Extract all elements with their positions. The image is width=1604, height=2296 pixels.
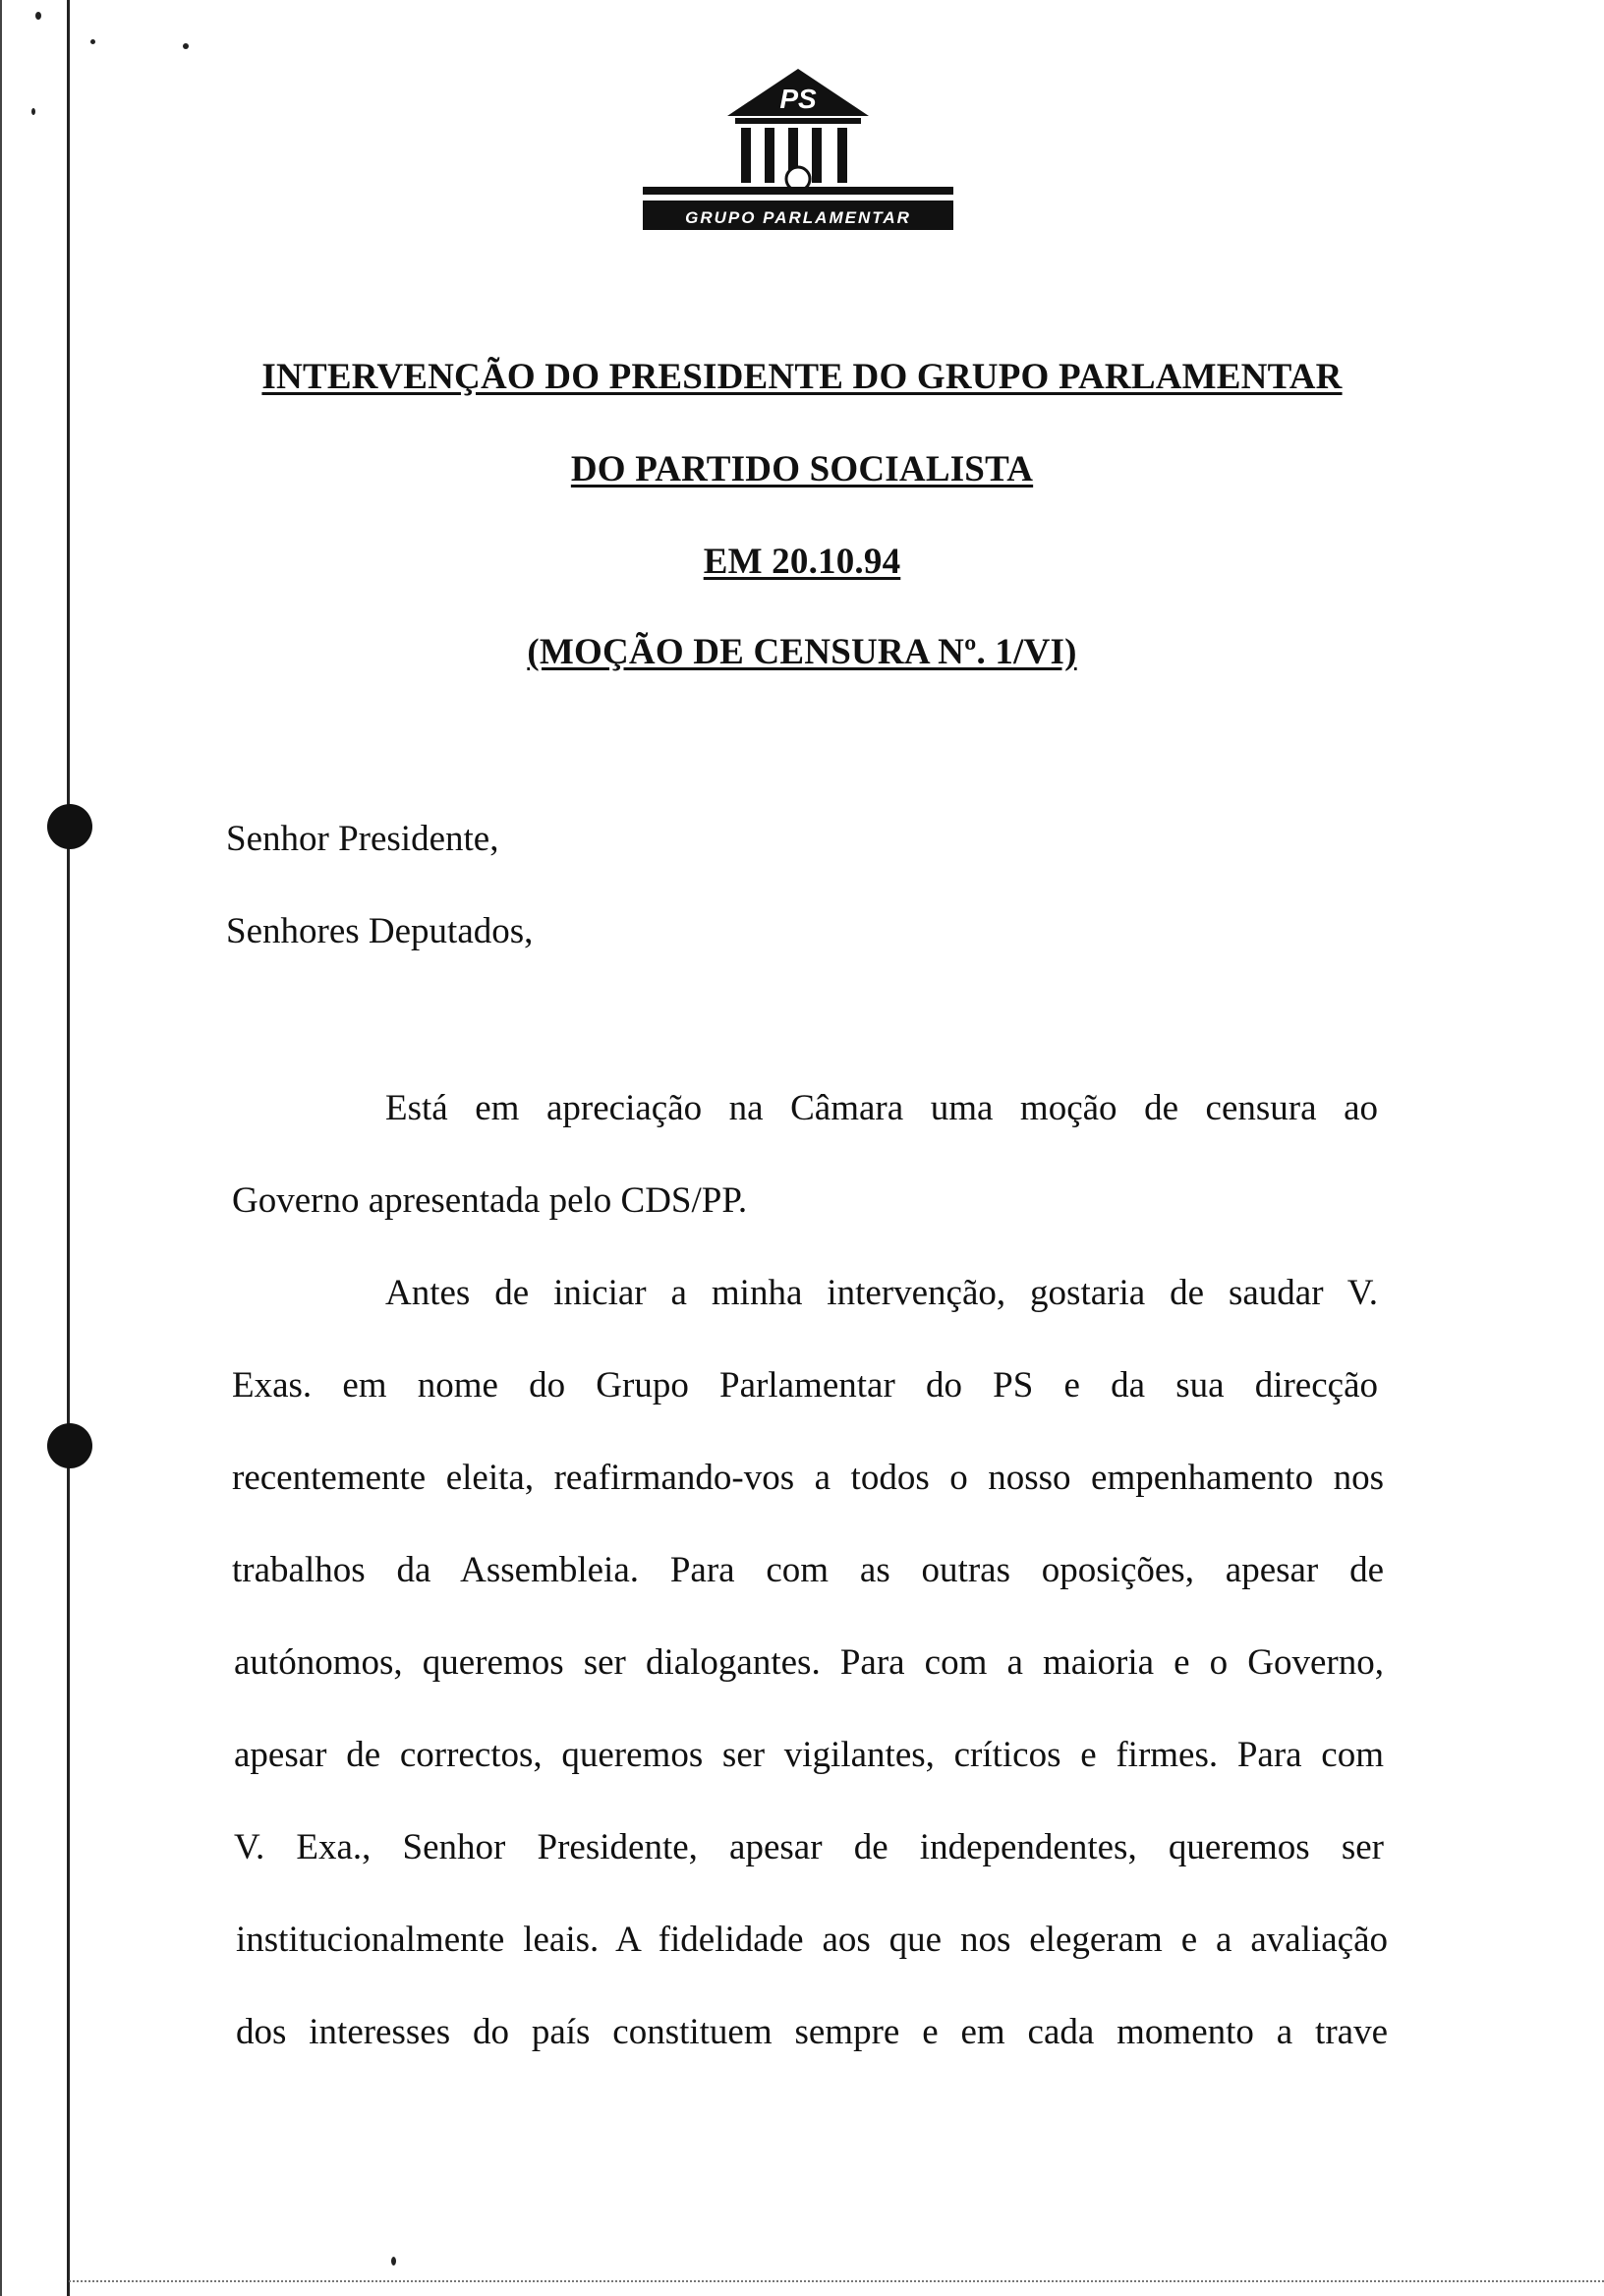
binding-margin-line xyxy=(67,0,70,2296)
paragraph-2-line-6: apesar de correctos, queremos ser vigilantes, críticos e firmes. Para com xyxy=(234,1735,1384,1775)
ps-parliamentary-group-logo xyxy=(643,67,953,236)
paragraph-2-line-9: dos interesses do país constituem sempre e em cada momento a trave xyxy=(236,2012,1388,2052)
paragraph-2-line-2: Exas. em nome do Grupo Parlamentar do PS e da sua direcção xyxy=(232,1365,1378,1406)
paragraph-2-line-4: trabalhos da Assembleia. Para com as outras oposições, apesar de xyxy=(232,1550,1384,1590)
document-date-line: EM 20.10.94 xyxy=(703,542,901,582)
logo-badge-text: PS xyxy=(779,84,817,114)
punch-hole-top xyxy=(47,804,92,849)
ps-logo-emblem-icon xyxy=(643,67,953,236)
paragraph-2-line-1: Antes de iniciar a minha intervenção, gostaria de saudar V. xyxy=(385,1273,1378,1313)
punch-hole-bottom xyxy=(47,1423,92,1468)
scan-speck xyxy=(391,2257,396,2266)
paragraph-2-line-7: V. Exa., Senhor Presidente, apesar de independentes, queremos ser xyxy=(234,1827,1384,1867)
logo-caption-text: GRUPO PARLAMENTAR xyxy=(685,208,911,227)
scan-speck xyxy=(90,39,95,44)
paragraph-2-line-5: autónomos, queremos ser dialogantes. Para com a maioria e o Governo, xyxy=(234,1642,1384,1683)
document-title-line-2: DO PARTIDO SOCIALISTA xyxy=(570,449,1034,489)
document-motion-line: (MOÇÃO DE CENSURA Nº. 1/VI) xyxy=(527,632,1077,672)
document-title-line-1: INTERVENÇÃO DO PRESIDENTE DO GRUPO PARLAMENTAR xyxy=(261,357,1343,397)
paragraph-2-line-3: recentemente eleita, reafirmando-vos a todos o nosso empenhamento nos xyxy=(232,1458,1384,1498)
page-bottom-edge xyxy=(69,2280,1604,2282)
page-left-edge xyxy=(0,0,2,2296)
salutation-president: Senhor Presidente, xyxy=(226,819,499,859)
scan-speck xyxy=(35,12,41,20)
scan-speck xyxy=(31,108,35,115)
paragraph-2-line-8: institucionalmente leais. A fidelidade aos que nos elegeram e a avaliação xyxy=(236,1920,1388,1960)
paragraph-1-line-1: Está em apreciação na Câmara uma moção de censura ao xyxy=(385,1088,1378,1128)
scan-speck xyxy=(183,43,189,49)
salutation-deputies: Senhores Deputados, xyxy=(226,911,534,951)
paragraph-1-line-2: Governo apresentada pelo CDS/PP. xyxy=(232,1180,748,1221)
